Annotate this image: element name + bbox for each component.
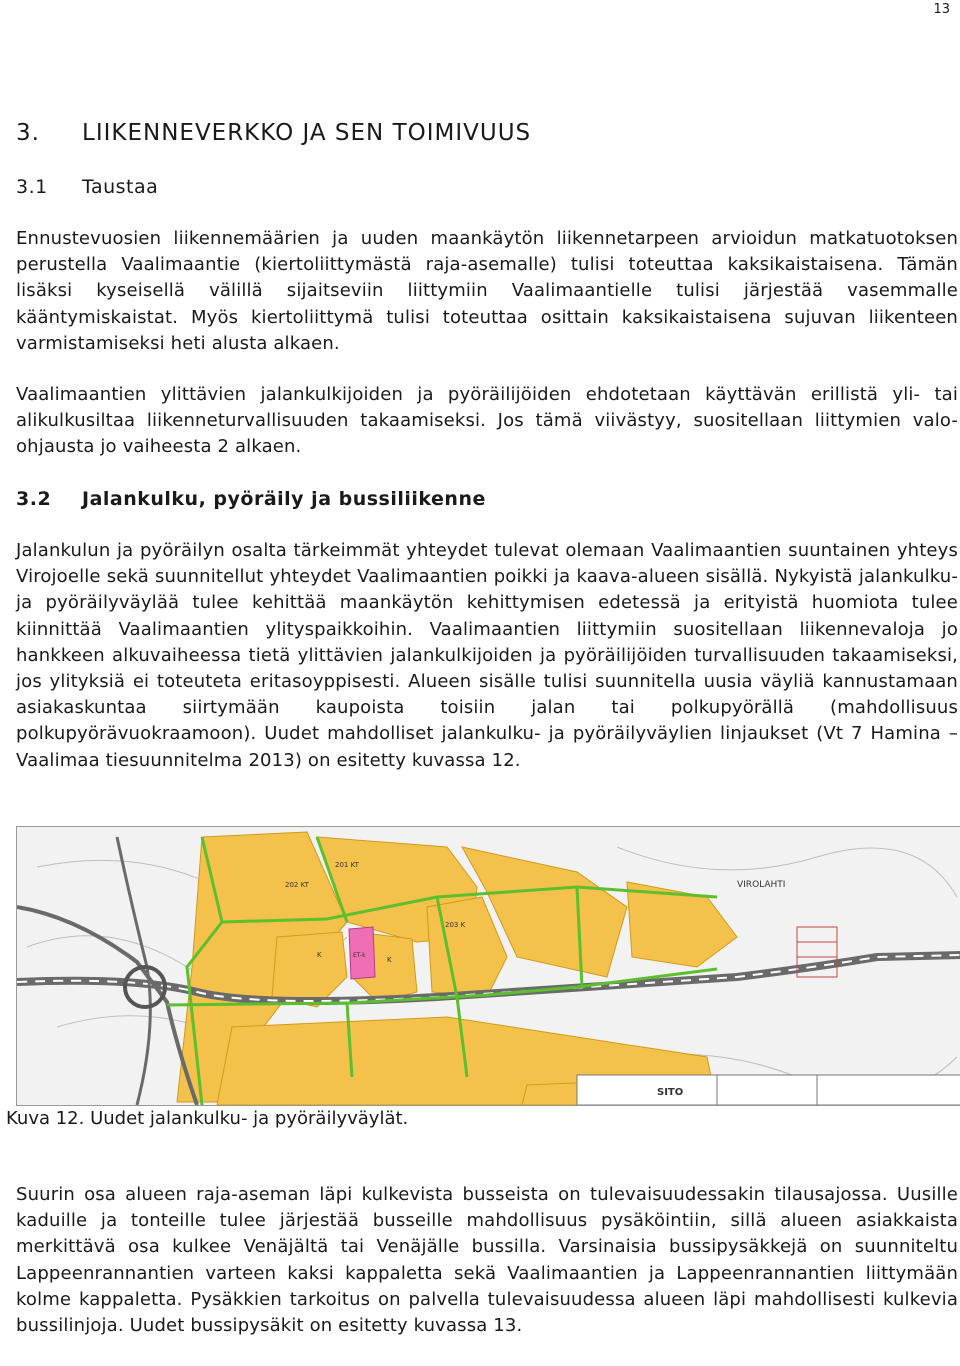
- section-heading-jalankulku: [16, 488, 486, 510]
- map-label-203: 203 K: [445, 921, 466, 929]
- chapter-title: LIIKENNEVERKKO JA SEN TOIMIVUUS: [82, 120, 532, 146]
- map-logo-sito: SITO: [657, 1087, 684, 1098]
- map-label-k1: K: [317, 951, 322, 959]
- map-label-k2: K: [387, 956, 392, 964]
- paragraph-3: Jalankulun ja pyöräilyn osalta tärkeimmät yhteydet tulevat olemaan Vaalimaantien suuntainen yhteys Virojoelle sekä suunnitellut yhteydet Vaalimaantien poikki ja kaava-alueen sisällä. Nykyistä jalankulku- ja pyöräilyväylää tulee kehittää maankäytön kehittymisen edetessä ja erityistä huomiota tulee kiinnittää Vaalimaantien ylityspaikkoihin. Vaalimaantien liittymiin suositellaan liikennevaloja jo hankkeen alkuvaiheessa tietä ylittävien jalankulkijoiden ja pyöräilijöiden turvallisuuden takaamiseksi, jos ylityksiä ei toteuteta eritasoyppisesti. Alueen sisälle tulisi suunnitella uusia väyliä kannustamaan asiakaskuntaa siirtymään kaupoista toisiin jalan tai polkupyörällä (mahdollisuus polkupyörävuokraamoon). Uudet mahdolliset jalankulku- ja pyöräilyväylien linjaukset (Vt 7 Hamina – Vaalimaa tiesuunnitelma 2013) on esitetty kuvassa 12.: [16, 540, 958, 771]
- page-number: 13: [933, 2, 950, 17]
- figure-caption: Kuva 12. Uudet jalankulku- ja pyöräilyväylät.: [6, 1108, 409, 1129]
- map-image: [17, 827, 960, 1105]
- chapter-heading: [16, 120, 531, 146]
- paragraph-4: Suurin osa alueen raja-aseman läpi kulkevista busseista on tulevaisuudessakin tilausajossa. Uusille kaduille ja tonteille tulee järjestää busseille mahdollisuus pysäköintiin, sillä alueen asiakkaista merkittävä osa kulkee Venäjältä tai Venäjälle bussilla. Varsinaisia bussipysäkkejä on suunniteltu Lappeenrannantien varteen kaksi kappaletta sekä Vaalimaantien ja Lappeenrannantien liittymään kolme kappaletta. Pysäkkien tarkoitus on palvella tulevaisuudessa alueen läpi mahdollisesti kulkevia bussilinjoja. Uudet bussipysäkit on esitetty kuvassa 13.: [16, 1184, 958, 1337]
- section-number: 3.2: [16, 488, 52, 510]
- section-title: Taustaa: [82, 176, 159, 198]
- map-label-virolahti: VIROLAHTI: [737, 880, 786, 890]
- map-label-202: 202 KT: [285, 881, 309, 889]
- section-number: 3.1: [16, 176, 48, 198]
- map-figure: [16, 826, 960, 1106]
- paragraph-2: Vaalimaantien ylittävien jalankulkijoiden ja pyöräilijöiden ehdotetaan käyttävän erillistä yli- tai alikulkusiltaa liikenneturvallisuuden takaamiseksi. Jos tämä viivästyy, suositellaan liittymien valo-ohjausta jo vaiheesta 2 alkaen.: [16, 384, 958, 458]
- map-label-etk: ET-k: [353, 952, 366, 959]
- paragraph-1: Ennustevuosien liikennemäärien ja uuden maankäytön liikennetarpeen arvioidun matkatuotoksen perustella Vaalimaantie (kiertoliittymästä raja-asemalle) tulisi toteuttaa kaksikaistaisena. Tämän lisäksi kyseisellä välillä sijaitseviin liittymiin Vaalimaantielle tulisi järjestää vasemmalle kääntymiskaistat. Myös kiertoliittymä tulisi toteuttaa osittain kaksikaistaisena sujuvan liikenteen varmistamiseksi heti alusta alkaen.: [16, 228, 958, 354]
- chapter-number: 3.: [16, 120, 40, 146]
- section-title: Jalankulku, pyöräily ja bussiliikenne: [82, 488, 486, 510]
- section-heading-taustaa: [16, 176, 158, 198]
- map-label-201: 201 KT: [335, 861, 359, 869]
